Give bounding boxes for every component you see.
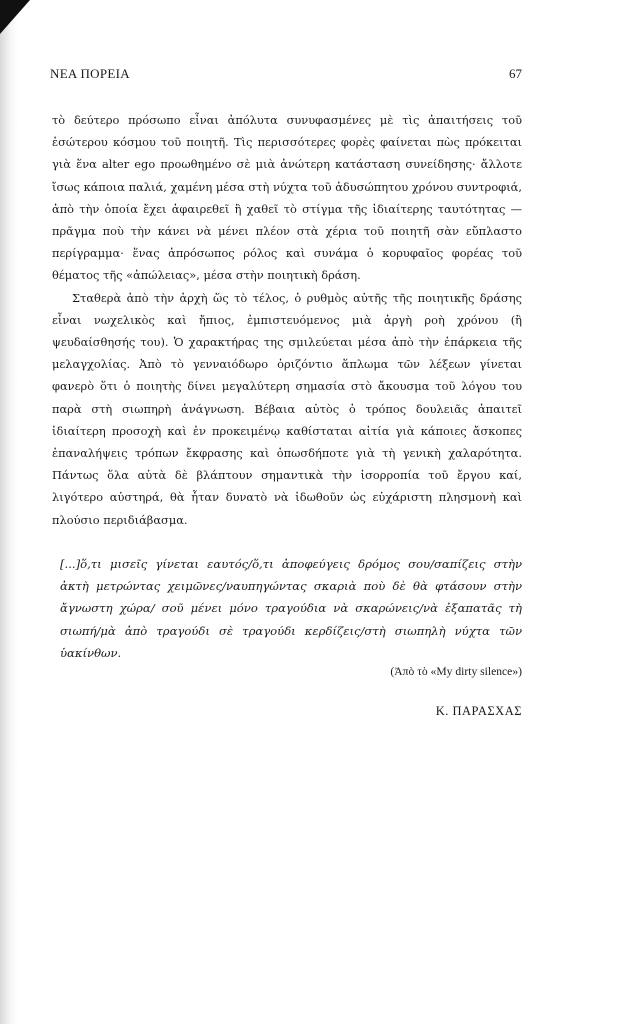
poem-source: (Ἀπὸ τὸ «My dirty silence») <box>390 665 522 678</box>
poem-quote <box>60 553 522 664</box>
scan-corner-mark <box>0 0 30 34</box>
scan-edge-shadow <box>0 0 18 1024</box>
body-paragraph: Σταθερὰ ἀπὸ τὴν ἀρχὴ ὥς τὸ τέλος, ὁ ρυθμὸς αὐτῆς τῆς ποιητικῆς δράσης εἶναι νωχελικὸς καὶ ἤπιος, ἐμπιστευόμενος μιὰ ἀργὴ ροὴ χρόνου (ἢ ψευδαίσθησής του). Ὁ χαρακτήρας της σμιλεύεται μέσα ἀπὸ τὴν ἐπάρκεια τῆς μελαγχολίας. Ἀπὸ τὸ γενναιόδωρο ὁριζόντιο ἅπλωμα τῶν λέξεων γίνεται φανερὸ ὅτι ὁ ποιητὴς δίνει μεγαλύτερη σημασία στὸ ἄκουσμα τοῦ λόγου του παρὰ στὴ σιωπηρὴ ἀνάγνωση. Βέβαια αὐτὸς ὁ τρόπος δουλειᾶς ἀπαιτεῖ ἰδιαίτερη προσοχὴ καὶ ἐν προκειμένῳ καθίσταται αἰτία γιὰ κάποιες ἄσκοπες ἐπαναλήψεις τρόπων ἔκφρασης καὶ ὁπωσδήποτε γιὰ τὴ γενικὴ χαλαρότητα. Πάντως ὅλα αὐτὰ δὲ βλάπτουν σημαντικὰ τὴν ἰσορροπία τοῦ ἔργου καί, λιγότερο αὐστηρά, θὰ ἦταν δυνατὸ νὰ ἰδωθοῦν ὡς εὐχάριστη πλησμονὴ καὶ πλούσιο περιδιάβασμα. <box>52 290 522 527</box>
page-number: 67 <box>509 66 522 81</box>
running-head: ΝΕΑ ΠΟΡΕΙΑ <box>50 66 130 81</box>
poem-quote-text: [...]ὅ,τι μισεῖς γίνεται εαυτός/ὅ,τι ἀποφεύγεις δρόμος σου/σαπίζεις στὴν ἀκτὴ μετρώντας χειμῶνες/ναυπηγώντας σκαριὰ ποὺ δὲ θὰ φτάσουν στὴν ἄγνωστη χώρα/ σοῦ μένει μόνο τραγούδια νὰ σκαρώνεις/νὰ ἐξαπατᾶς τὴ σιωπή/μὰ ἀπὸ τραγούδι σὲ τραγούδι κερδίζεις/στὴ σιωπηλὴ νύχτα τῶν ὑακίνθων. <box>60 557 522 660</box>
author-signature: Κ. ΠΑΡΑΣΧΑΣ <box>435 704 522 718</box>
body-paragraph: τὸ δεύτερο πρόσωπο εἶναι ἀπόλυτα συνυφασμένες μὲ τὶς ἀπαιτήσεις τοῦ ἐσώτερου κόσμου τοῦ ποιητῆ. Τὶς περισσότερες φορὲς φαίνεται πὼς πρόκειται γιὰ ἕνα alter ego προωθημένο σὲ μιὰ ἀνώτερη κατάσταση συνείδησης· ἄλλοτε ἴσως κάποια παλιά, χαμένη μέσα στὴ νύχτα τοῦ ἀδυσώπητου χρόνου συντροφιά, ἀπὸ τὴν ὁποία ἔχει ἀφαιρεθεῖ ἢ χαθεῖ τὸ στίγμα τῆς ἰδιαίτερης ταυτότητας — πρᾶγμα ποὺ τὴν κάνει νὰ μένει πλέον στὰ χέρια τοῦ ποιητῆ σὰν εὔπλαστο περίγραμμα· ἕνας ἀπρόσωπος ρόλος καὶ συνάμα ὁ κορυφαῖος φορέας τοῦ θέματος τῆς «ἀπώλειας», μέσα στὴν ποιητικὴ δράση. <box>52 113 522 283</box>
article-body <box>52 109 522 531</box>
